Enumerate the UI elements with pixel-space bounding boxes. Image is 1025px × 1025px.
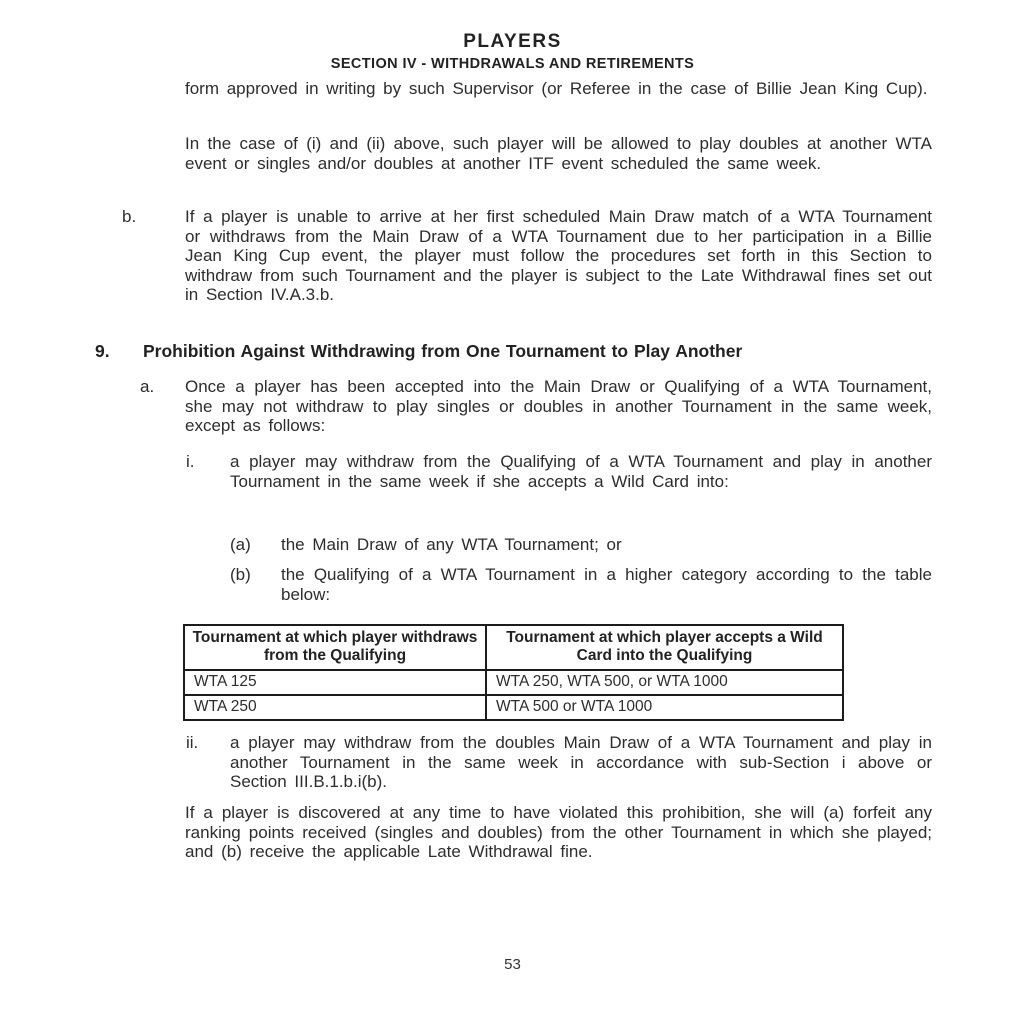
list-label-i: i. [186,452,195,471]
table-cell: WTA 250 [184,695,486,720]
list-label-i-a: (a) [230,535,251,554]
list-label-i-b: (b) [230,565,251,584]
list-item-i-a [230,535,932,555]
list-text-b: If a player is unable to arrive at her first scheduled Main Draw match of a WTA Tournament or withdraws from the Main Draw of a WTA Tournament due to her participation in a Billie Jean King Cup event, the player must follow the procedures set forth in this Section to withdraw from such Tournament and the player is subject to the Late Withdrawal fines set out in Section IV.A.3.b. [185,207,932,304]
table-row [184,695,843,720]
table-cell: WTA 500 or WTA 1000 [486,695,843,720]
table-cell: WTA 125 [184,670,486,695]
page-title: PLAYERS [463,31,562,52]
section-number-9: 9. [95,341,110,361]
table-header-row [184,625,843,670]
list-label-a: a. [140,377,155,396]
list-text-a: Once a player has been accepted into the Main Draw or Qualifying of a WTA Tournament, she may not withdraw to play singles or doubles in another Tournament in the same week, except as follows: [185,377,932,435]
paragraph-intro-1: form approved in writing by such Supervisor (or Referee in the case of Billie Jean King Cup). [185,79,928,98]
list-text-i-b: the Qualifying of a WTA Tournament in a higher category according to the table below: [281,565,932,604]
qualifying-withdrawal-table [183,624,844,721]
section-title-9: Prohibition Against Withdrawing from One Tournament to Play Another [143,341,743,361]
table-cell: WTA 250, WTA 500, or WTA 1000 [486,670,843,695]
paragraph-closing: If a player is discovered at any time to have violated this prohibition, she will (a) forfeit any ranking points received (singles and doubles) from the other Tournament in which she played; and (b) receive the applicable Late Withdrawal fine. [185,803,932,861]
list-label-ii: ii. [186,733,199,752]
list-item-i [186,452,932,491]
list-text-i: a player may withdraw from the Qualifying of a WTA Tournament and play in another Tournament in the same week if she accepts a Wild Card into: [230,452,932,491]
list-item-a [140,377,932,436]
table-row [184,670,843,695]
table-header-wildcard: Tournament at which player accepts a Wild Card into the Qualifying [486,625,843,670]
page-number: 53 [504,956,521,973]
paragraph-intro-2: In the case of (i) and (ii) above, such player will be allowed to play doubles at another WTA event or singles and/or doubles at another ITF event scheduled the same week. [185,134,932,173]
section-subtitle: SECTION IV - WITHDRAWALS AND RETIREMENTS [330,56,695,72]
document-header [0,31,1025,73]
list-item-i-b [230,565,932,604]
table-header-withdraws: Tournament at which player withdraws from the Qualifying [184,625,486,670]
list-item-ii [186,733,932,792]
list-item-b [122,207,932,305]
list-text-i-a: the Main Draw of any WTA Tournament; or [281,535,622,554]
list-label-b: b. [122,207,137,226]
section-heading-9 [95,342,932,362]
list-text-ii: a player may withdraw from the doubles Main Draw of a WTA Tournament and play in another Tournament in the same week in accordance with sub-Section i above or Section III.B.1.b.i(b). [230,733,932,791]
